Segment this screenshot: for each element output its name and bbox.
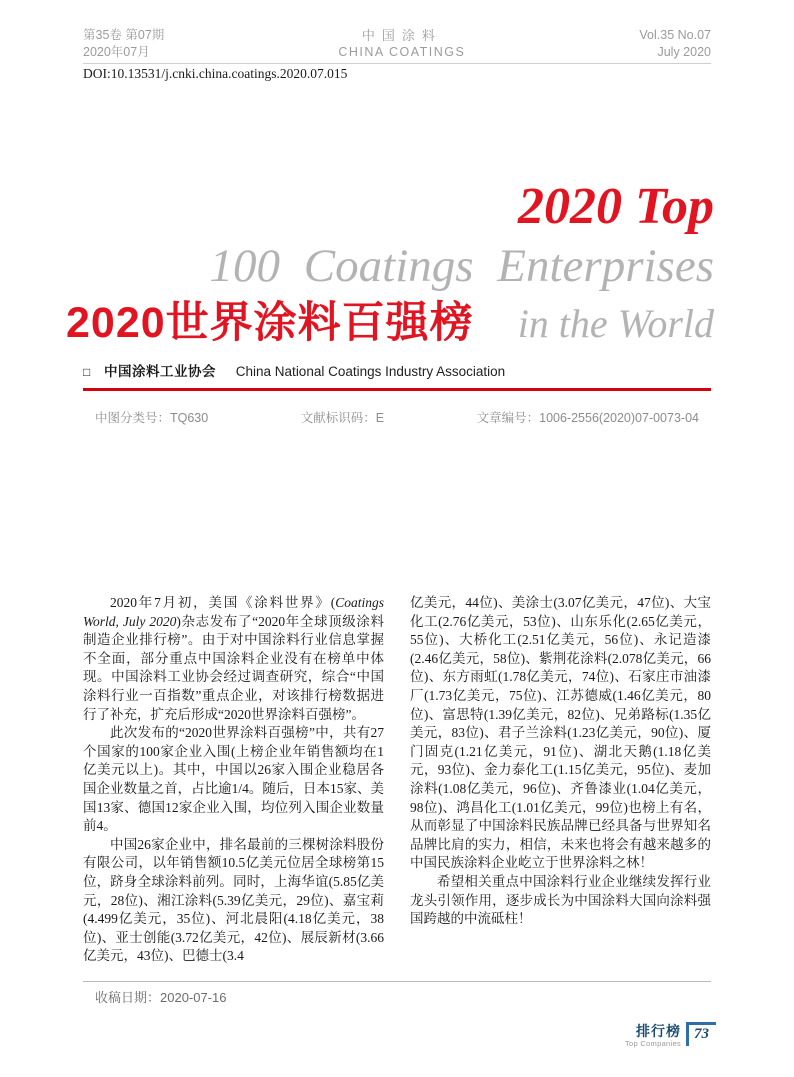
document-code: 文献标识码：E — [300, 411, 385, 425]
issue-date-cn: 2020年07月 — [83, 45, 150, 59]
clc-number: 中图分类号：TQ630 — [95, 411, 209, 425]
title-line-3-cn: 2020世界涂料百强榜 — [66, 299, 474, 347]
header-divider — [83, 63, 711, 64]
byline-red-rule — [83, 388, 711, 391]
journal-header — [83, 27, 711, 61]
page-number: 73 — [686, 1022, 716, 1046]
title-line-2: 100 Coatings Enterprises — [209, 240, 714, 292]
article-meta-row — [83, 408, 711, 426]
section-labels — [625, 1022, 681, 1048]
article-body — [83, 594, 711, 966]
paragraph-1-post: )杂志发布了“2020年全球顶级涂料制造企业排行榜”。由于对中国涂料行业信息掌握不全面，部分重点中国涂料企业没有在榜单中体现。中国涂料工业协会经过调查研究，综合“中国涂料行业一百指数”重点企业，对该排行榜数据进行了补充，扩充后形成“2020世界涂料百强榜”。 — [83, 613, 384, 722]
body-right-column — [410, 594, 711, 966]
paragraph-3-continued: 亿美元，44位)、美涂士(3.07亿美元，47位)、大宝化工(2.76亿美元，53位)、山东乐化(2.65亿美元，55位)、大桥化工(2.51亿美元，56位)、永记造漆(2.46亿美元，58位)、紫荆花涂料(2.078亿美元，66位)、东方雨虹(1.78亿美元，74位)、石家庄市油漆厂(1.73亿美元，75位)、江苏德威(1.46亿美元，80位)、富思特(1.39亿美元，82位)、兄弟路标(1.35亿美元，83位)、君子兰涂料(1.23亿美元，90位)、厦门固克(1.21亿美元，91位)、湖北天鹅(1.18亿美元，93位)、金力泰化工(1.15亿美元，95位)、麦加涂料(1.08亿美元，96位)、齐鲁漆业(1.04亿美元，98位)、鸿昌化工(1.01亿美元，99位)也榜上有名，从而彰显了中国涂料民族品牌已经具备与世界知名品牌比肩的实力，相信，未来也将会有越来越多的中国民族涂料企业屹立于世界涂料之林！ — [410, 595, 711, 871]
footnote-divider — [83, 981, 711, 982]
paragraph-3: 中国26家企业中，排名最前的三棵树涂料股份有限公司，以年销售额10.5亿美元位居全球榜第15位，跻身全球涂料前列。同时，上海华谊(5.85亿美元，28位)、湘江涂料(5.39亿美元，29位)、嘉宝莉(4.499亿美元，35位)、河北晨阳(4.18亿美元，38位)、亚士创能(3.72亿美元，42位)、展辰新材(3.66亿美元，43位)、巴德士(3.4 — [83, 836, 384, 964]
journal-name-cn: 中国涂料 — [361, 28, 442, 43]
byline — [83, 360, 711, 380]
doi-line: DOI:10.13531/j.cnki.china.coatings.2020.07.015 — [83, 66, 348, 81]
header-vol-en-block — [639, 27, 711, 61]
paragraph-1-italic: Coatings World, July 2020 — [83, 595, 384, 629]
paragraph-4: 希望相关重点中国涂料行业企业继续发挥行业龙头引领作用，逐步成长为中国涂料大国向涂料强国跨越的中流砥柱！ — [410, 873, 711, 927]
journal-name-block — [338, 27, 465, 61]
section-name-cn: 排行榜 — [636, 1023, 681, 1039]
body-left-column — [83, 594, 384, 966]
paragraph-1 — [83, 594, 384, 724]
author-name-en: China National Coatings Industry Association — [235, 364, 506, 379]
journal-name-en: CHINA COATINGS — [338, 45, 466, 59]
paragraph-2: 此次发布的“2020世界涂料百强榜”中，共有27个国家的100家企业入围(上榜企业年销售额均在1亿美元以上)。其中，中国以26家入围企业稳居各国企业数量之首，占比逾1/4。随后，日本15家、美国13家、德国12家企业入围，均位列入围企业数量前4。 — [83, 725, 384, 834]
title-line-3 — [66, 298, 714, 348]
volume-issue-en: Vol.35 No.07 — [639, 28, 711, 42]
author-square-marker: □ — [83, 365, 91, 379]
author-name-cn: 中国涂料工业协会 — [104, 364, 217, 379]
title-line-3-en: in the World — [517, 301, 714, 346]
received-date: 收稿日期：2020-07-16 — [95, 990, 227, 1005]
volume-issue-cn: 第35卷 第07期 — [83, 28, 165, 42]
article-title — [66, 178, 714, 348]
title-line-1: 2020 Top — [518, 178, 714, 235]
header-volume-block — [83, 27, 164, 61]
page-corner-footer — [625, 1022, 716, 1048]
paragraph-1-pre: 2020年7月初，美国《涂料世界》( — [110, 595, 336, 610]
issue-date-en: July 2020 — [657, 45, 711, 59]
section-name-en: Top Companies — [624, 1039, 681, 1048]
article-id: 文章编号：1006-2556(2020)07-0073-04 — [476, 411, 699, 425]
